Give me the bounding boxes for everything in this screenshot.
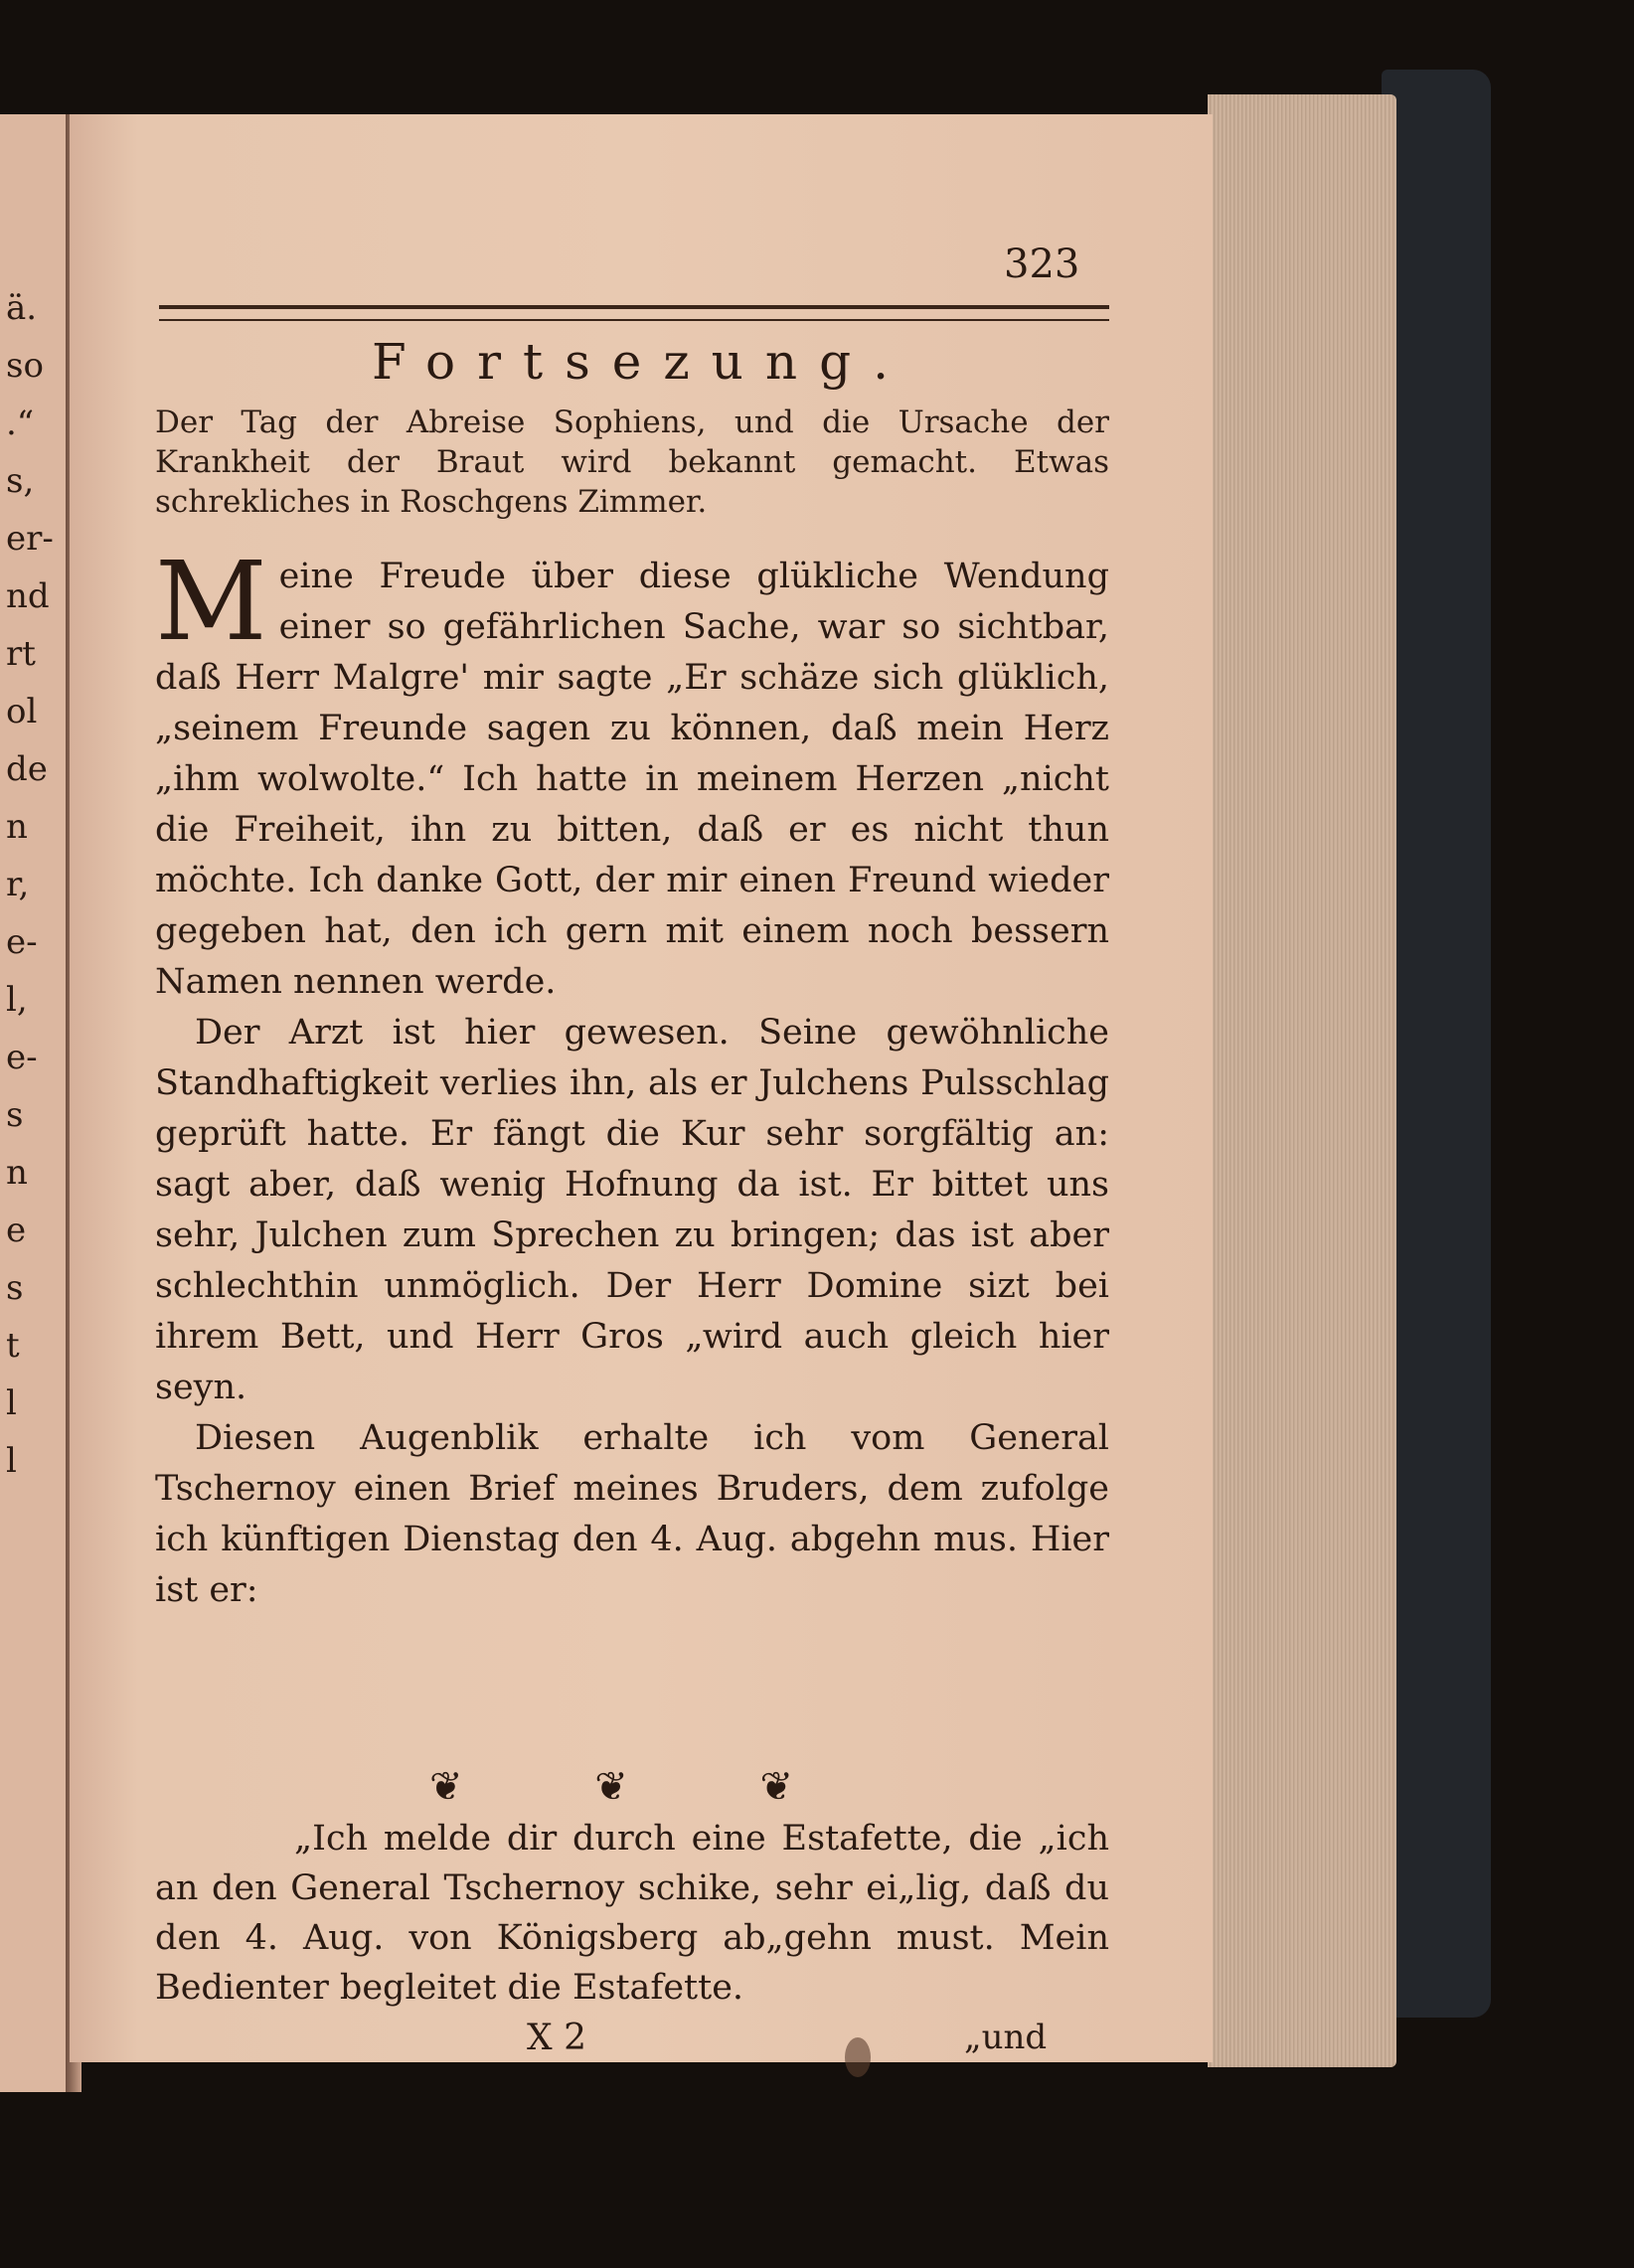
left-page-fragment: e [6, 1211, 27, 1250]
left-page-fragment: n [6, 1153, 28, 1193]
paragraph-1 [155, 538, 1109, 1008]
signature-mark: X 2 [527, 2018, 586, 2058]
left-page-fragment: l [6, 1441, 17, 1481]
paragraph-1-text: eine Freude über diese glükliche Wendung einer so gefährlichen Sache, war so sichtbar, daß Herr Malgre' mir sagte „Er schäze sich glüklich, „seinem Freunde sagen zu können, daß mein Herz „ihm wolwolte.“ Ich hatte in meinem Herzen „nicht die Freiheit, ihn zu bitten, daß er es nicht thun möchte. Ich danke Gott, der mir einen Freund wieder gegeben hat, den ich gern mit einem noch bessern Namen nennen werde. [155, 557, 1109, 1002]
book-page [70, 114, 1213, 2062]
left-page-fragment: ol [6, 692, 38, 731]
left-page-fragment: er- [6, 519, 54, 559]
letter-paragraph: „Ich melde dir durch eine Estafette, die „ich an den General Tschernoy schike, sehr ei„lig, daß du den 4. Aug. von Königsberg ab„gehn must. Mein Bedienter begleitet die Estafette. [155, 1819, 1109, 2008]
left-page-fragment: de [6, 749, 48, 789]
left-page-fragment: rt [6, 634, 36, 674]
left-page-fragment: l [6, 1383, 17, 1423]
left-page-fragment: n [6, 807, 28, 847]
left-page-fragment: nd [6, 576, 50, 616]
letter-text [155, 1814, 1109, 2013]
chapter-summary: Der Tag der Abreise Sophiens, und die Ursache der Krankheit der Braut wird bekannt gemacht. Etwas schrekliches in Roschgens Zimmer. [155, 405, 1109, 520]
left-page-fragment: t [6, 1326, 20, 1366]
paragraph-2: Der Arzt ist hier gewesen. Seine gewöhnliche Standhaftigkeit verlies ihn, als er Julchens Pulsschlag geprüft hatte. Er fängt die Kur sehr sorgfältig an: sagt aber, daß wenig Hofnung da ist. Er bittet uns sehr, Julchen zum Sprechen zu bringen; das ist aber schlechthin unmöglich. Der Herr Domine sizt bei ihrem Bett, und Herr Gros „wird auch gleich hier seyn. [155, 1013, 1109, 1407]
page-block-edges [1208, 94, 1396, 2067]
book-cover [1382, 70, 1491, 2018]
body-text [155, 538, 1109, 1616]
left-page-fragment: r, [6, 865, 30, 904]
left-page-fragment: e- [6, 922, 38, 962]
left-page-fragment: e- [6, 1038, 38, 1077]
left-page-fragment: s [6, 1095, 24, 1135]
catchword: „und [964, 2018, 1048, 2057]
left-page-fragment: s, [6, 461, 35, 501]
left-page-edge [0, 114, 70, 2092]
left-page-fragment: l, [6, 980, 28, 1020]
ornament-divider: ❦ ❦ ❦ [429, 1764, 853, 1810]
left-page-fragment: s [6, 1268, 24, 1308]
left-page-fragment: so [6, 346, 44, 386]
left-page-fragment: .“ [6, 404, 35, 443]
chapter-heading: Fortsezung. [372, 333, 910, 391]
page-number: 323 [1004, 242, 1080, 287]
header-rule [159, 305, 1109, 321]
left-page-fragment: ä. [6, 288, 38, 328]
drop-cap: M [155, 538, 267, 665]
ink-smudge [845, 2037, 871, 2077]
paragraph-3: Diesen Augenblik erhalte ich vom General Tschernoy einen Brief meines Bruders, dem zufolge ich künftigen Dienstag den 4. Aug. abgehn mus. Hier ist er: [155, 1418, 1109, 1610]
